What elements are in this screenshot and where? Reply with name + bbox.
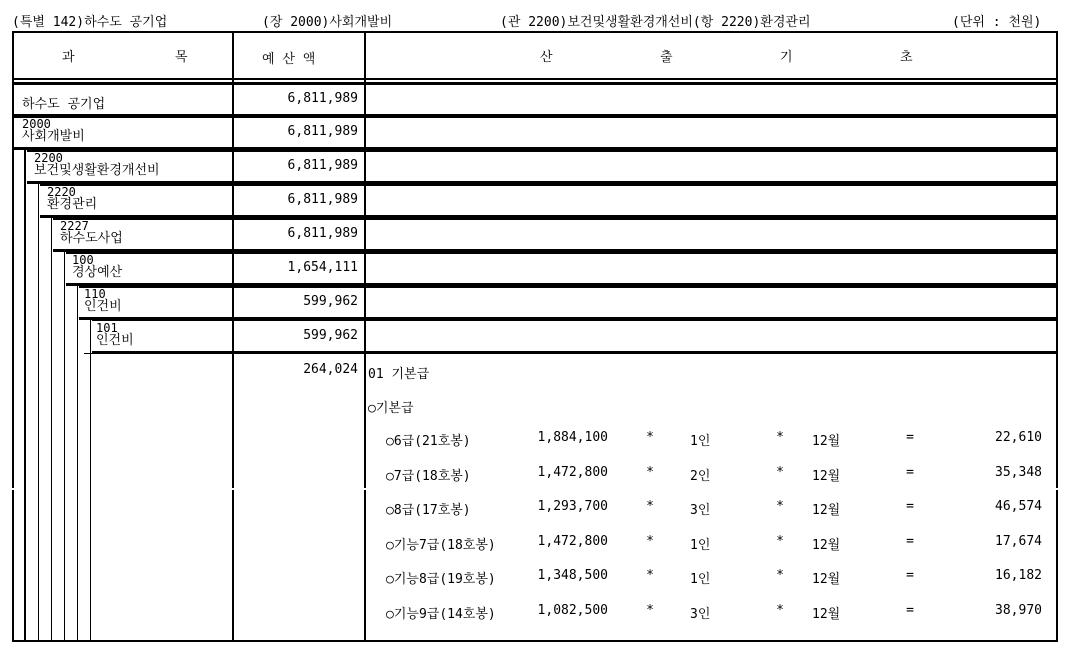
tree-row-top-rule bbox=[66, 251, 1058, 254]
detail-count: 3인 bbox=[690, 606, 711, 622]
tree-code: 2000 bbox=[22, 117, 51, 131]
detail-total: 46,574 bbox=[995, 499, 1042, 514]
tree-code: 2227 bbox=[60, 219, 89, 233]
tree-code: 101 bbox=[96, 321, 118, 335]
detail-eq: = bbox=[906, 464, 914, 480]
tree-name: 보건및생활환경개선비 bbox=[34, 163, 160, 178]
item-title: 01 기본급 bbox=[368, 367, 430, 382]
tree-code: 110 bbox=[84, 287, 106, 301]
tree-name: 인건비 bbox=[96, 333, 134, 348]
detail-op2: * bbox=[776, 533, 784, 549]
detail-grade: ○7급(18호봉) bbox=[386, 468, 471, 484]
tree-amount: 599,962 bbox=[303, 328, 358, 343]
chapter-label: (장 2000)사회개발비 bbox=[262, 15, 393, 30]
detail-op1: * bbox=[646, 533, 654, 549]
detail-total: 38,970 bbox=[995, 602, 1042, 618]
basis-header-3: 기 bbox=[780, 50, 793, 65]
tree-amount: 6,811,989 bbox=[287, 226, 358, 241]
detail-count: 1인 bbox=[690, 434, 711, 449]
tree-code: 2200 bbox=[34, 151, 63, 165]
detail-eq: = bbox=[906, 568, 914, 583]
detail-total: 16,182 bbox=[995, 568, 1042, 583]
detail-months: 12월 bbox=[812, 434, 841, 449]
detail-count: 3인 bbox=[690, 503, 711, 518]
tree-indent-line bbox=[24, 149, 25, 642]
basis-header-2: 출 bbox=[660, 50, 673, 65]
detail-pay: 1,348,500 bbox=[537, 568, 608, 583]
tree-indent-line bbox=[77, 285, 78, 642]
subject-header-2: 목 bbox=[175, 50, 188, 65]
detail-count: 1인 bbox=[690, 572, 711, 587]
tree-name: 경상예산 bbox=[72, 265, 123, 280]
detail-total: 17,674 bbox=[995, 533, 1042, 549]
detail-grade: ○기능9급(14호봉) bbox=[386, 606, 496, 622]
tree-row-top-rule bbox=[53, 217, 1058, 220]
basis-header-4: 초 bbox=[900, 50, 913, 65]
detail-total: 35,348 bbox=[995, 464, 1042, 480]
detail-total: 22,610 bbox=[995, 430, 1042, 445]
detail-op2: * bbox=[776, 568, 784, 583]
detail-months: 12월 bbox=[812, 572, 841, 587]
detail-op2: * bbox=[776, 499, 784, 514]
tree-row-top-rule bbox=[27, 149, 1058, 152]
item-rule bbox=[84, 353, 1058, 354]
tree-amount: 599,962 bbox=[303, 294, 358, 309]
detail-months: 12월 bbox=[812, 537, 841, 553]
detail-pay: 1,884,100 bbox=[537, 430, 608, 445]
detail-eq: = bbox=[906, 430, 914, 445]
tree-indent-line bbox=[38, 183, 39, 642]
detail-months: 12월 bbox=[812, 503, 841, 518]
detail-op1: * bbox=[646, 568, 654, 583]
tree-amount: 6,811,989 bbox=[287, 124, 358, 139]
detail-op1: * bbox=[646, 602, 654, 618]
tree-name: 환경관리 bbox=[47, 197, 98, 212]
detail-pay: 1,293,700 bbox=[537, 499, 608, 514]
tree-row-top-rule bbox=[14, 115, 1058, 118]
detail-count: 1인 bbox=[690, 537, 711, 553]
detail-grade: ○6급(21호봉) bbox=[386, 434, 471, 449]
detail-eq: = bbox=[906, 533, 914, 549]
detail-pay: 1,472,800 bbox=[537, 464, 608, 480]
tree-indent-line bbox=[25, 149, 26, 642]
tree-row-top-rule bbox=[40, 183, 1058, 186]
tree-amount: 1,654,111 bbox=[287, 260, 358, 275]
detail-op1: * bbox=[646, 430, 654, 445]
tree-indent-line bbox=[51, 217, 52, 642]
detail-months: 12월 bbox=[812, 606, 841, 622]
subject-header-1: 과 bbox=[62, 50, 75, 65]
budget-header: 예 산 액 bbox=[262, 52, 316, 67]
tree-row-top-rule bbox=[92, 319, 1058, 321]
detail-op2: * bbox=[776, 464, 784, 480]
detail-grade: ○기능7급(18호봉) bbox=[386, 537, 496, 553]
tree-indent-line bbox=[64, 251, 65, 642]
detail-pay: 1,082,500 bbox=[537, 602, 608, 618]
tree-name: 사회개발비 bbox=[22, 129, 85, 144]
tree-code: 2220 bbox=[47, 185, 76, 199]
account-label: (특별 142)하수도 공기업 bbox=[12, 15, 168, 30]
detail-op1: * bbox=[646, 499, 654, 514]
tree-indent-line bbox=[90, 319, 91, 642]
detail-grade: ○기능8급(19호봉) bbox=[386, 572, 496, 587]
tree-code: 100 bbox=[72, 253, 94, 267]
item-subtitle: ○기본급 bbox=[368, 401, 414, 416]
tree-amount: 6,811,989 bbox=[287, 192, 358, 207]
detail-op2: * bbox=[776, 602, 784, 618]
detail-eq: = bbox=[906, 499, 914, 514]
tree-row-top-rule bbox=[14, 82, 1058, 85]
detail-op2: * bbox=[776, 430, 784, 445]
tree-amount: 6,811,989 bbox=[287, 158, 358, 173]
unit-label: (단위 : 천원) bbox=[952, 15, 1042, 30]
tree-amount: 6,811,989 bbox=[287, 91, 358, 106]
detail-months: 12월 bbox=[812, 468, 841, 484]
item-amount: 264,024 bbox=[303, 362, 358, 377]
section-label: (관 2200)보건및생활환경개선비(항 2220)환경관리 bbox=[500, 15, 811, 30]
basis-header-1: 산 bbox=[540, 50, 553, 65]
detail-op1: * bbox=[646, 464, 654, 480]
detail-eq: = bbox=[906, 602, 914, 618]
detail-pay: 1,472,800 bbox=[537, 533, 608, 549]
tree-name: 인건비 bbox=[84, 299, 122, 314]
tree-name: 하수도 공기업 bbox=[22, 97, 106, 112]
detail-count: 2인 bbox=[690, 468, 711, 484]
detail-grade: ○8급(17호봉) bbox=[386, 503, 471, 518]
tree-name: 하수도사업 bbox=[60, 231, 123, 246]
tree-row-top-rule bbox=[79, 285, 1058, 288]
